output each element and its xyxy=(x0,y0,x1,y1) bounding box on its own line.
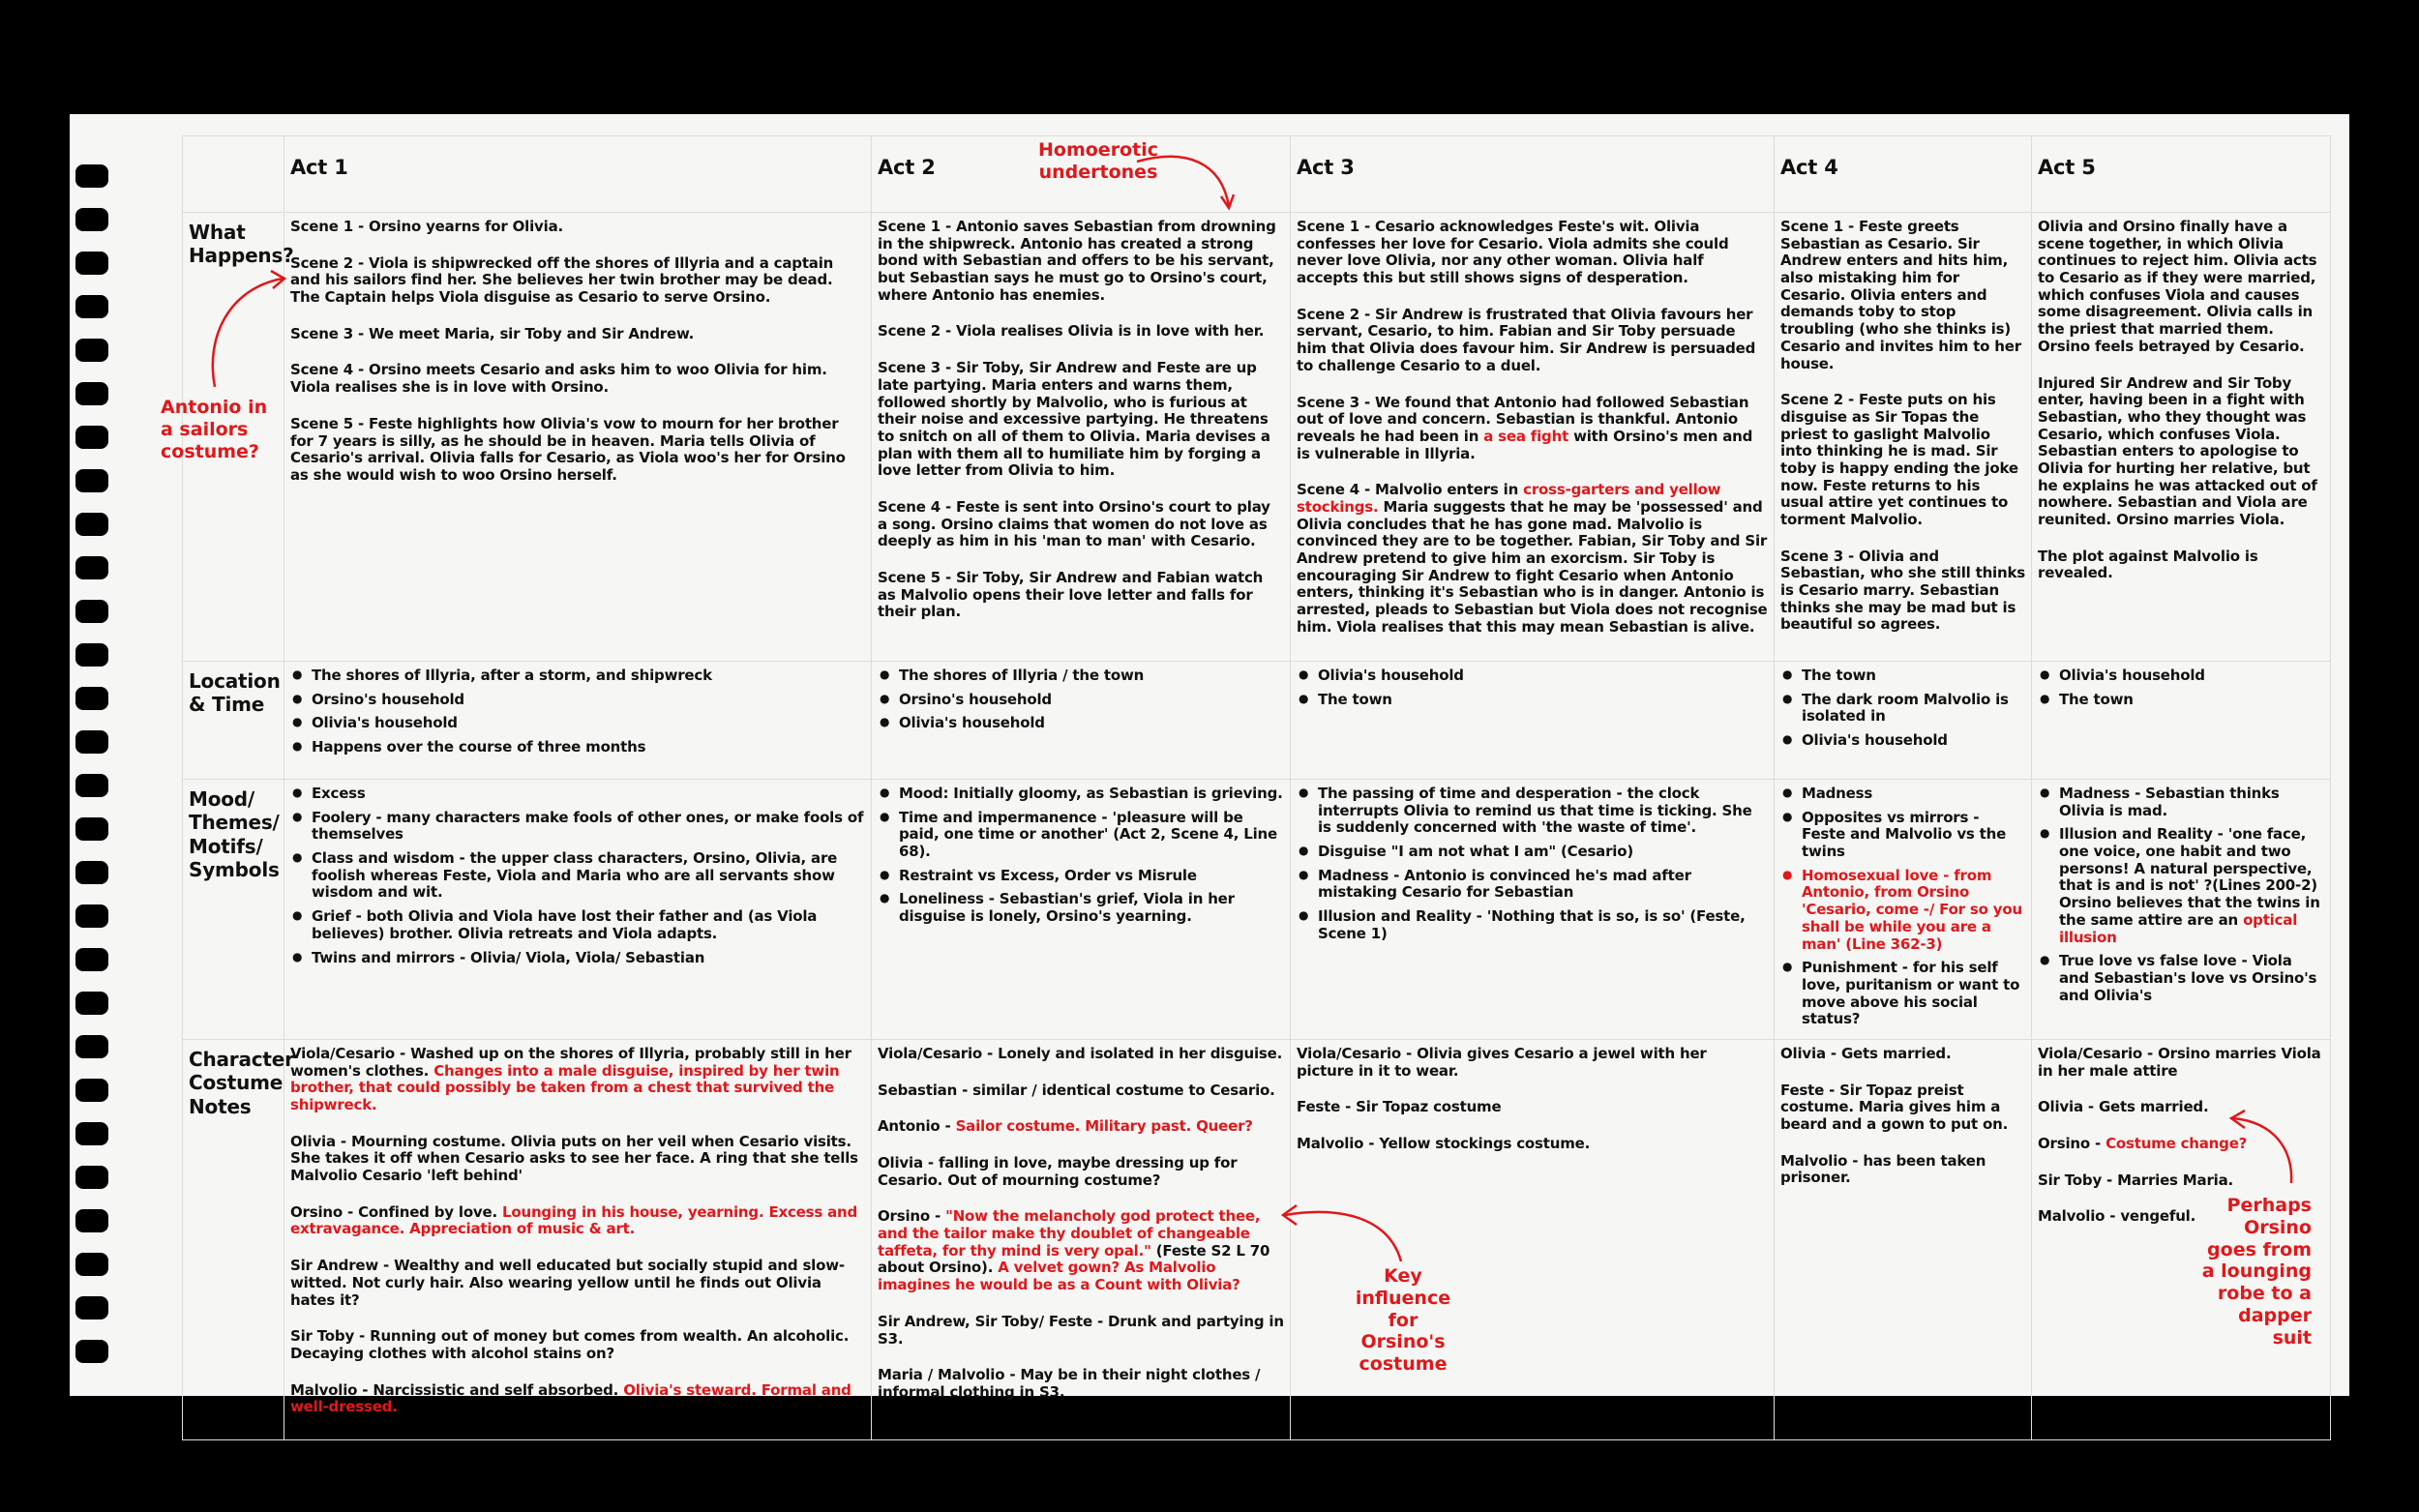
header-act-2: Act 2 xyxy=(872,136,1291,213)
character-note: Maria / Malvolio - May be in their night clothes / informal clothing in S3. xyxy=(878,1366,1261,1401)
row-label-location: Location & Time xyxy=(183,662,284,780)
binder-hole xyxy=(75,556,108,579)
scene-summary: Scene 2 - Viola is shipwrecked off the shores of Illyria and a captain and his sailors find her. She believes her twin brother may be dead. The Captain helps Viola disguise as Cesario to serve Orsino. xyxy=(290,253,834,307)
cell-location-act-5 xyxy=(2032,662,2331,780)
list-item xyxy=(2059,826,2324,946)
text-run: Orsino - xyxy=(878,1207,946,1226)
cell-character-act-2 xyxy=(872,1039,1291,1439)
header-row xyxy=(183,136,2331,213)
scene-summary: Scene 5 - Feste highlights how Olivia's vow to mourn for her brother for 7 years is silly, as he should be in heaven. Maria tells Olivia of Cesario's arrival. Olivia falls for Cesario, as Viola woo's her for Orsino as she would wish to woo Orsino herself. xyxy=(290,414,846,484)
list-item: ● The shores of Illyria / the town xyxy=(899,667,1284,685)
cell-location-act-4 xyxy=(1775,662,2032,780)
binder-hole xyxy=(75,1340,108,1363)
highlight-text: "Now the melancholy god protect thee, and the tailor make thy doublet of changeable taffeta, for thy mind is very opal." xyxy=(878,1207,1261,1260)
bullet-list xyxy=(1780,667,2025,750)
cell-location-act-3 xyxy=(1291,662,1775,780)
list-item: ● True love vs false love - Viola and Sebastian's love vs Orsino's and Olivia's xyxy=(2059,953,2324,1004)
list-item: ● The dark room Malvolio is isolated in xyxy=(1802,692,2025,726)
header-act-5: Act 5 xyxy=(2032,136,2331,213)
text-run: with Orsino's men and is vulnerable in Illyria. xyxy=(1297,427,1753,462)
row-character-costume xyxy=(183,1039,2331,1439)
text-run: Maria suggests that he may be 'possessed' and Olivia concludes that he has gone mad. Malvolio is convinced they are to be together. Fabian, Sir Toby and Sir Andrew pretend to give him an exorcism. Sir Toby is encouraging Sir Andrew to fight Cesario when Antonio enters, thinking it's Sebastian who is in danger. Antonio is arrested, pleads to Sebastian but Viola does not recognise him. Viola realises that this may mean Sebastian is alive. xyxy=(1297,497,1768,636)
binder-hole xyxy=(75,904,108,928)
highlight-text: a sea fight xyxy=(1483,427,1569,445)
binder-hole xyxy=(75,426,108,449)
text-run: Malvolio - Narcissistic and self absorbed. xyxy=(290,1380,624,1399)
cell-mood-act-3 xyxy=(1291,780,1775,1040)
character-note: Sir Toby - Marries Maria. xyxy=(2038,1171,2234,1189)
character-note: Viola/Cesario - Lonely and isolated in her disguise. xyxy=(878,1044,1283,1062)
scene-summary: The plot against Malvolio is revealed. xyxy=(2038,547,2258,582)
highlight-text: Changes into a male disguise, inspired by her twin brother, that could possibly be taken from a chest that survived the shipwreck. xyxy=(290,1061,840,1113)
character-note: Feste - Sir Topaz costume xyxy=(1297,1098,1502,1116)
binder-hole xyxy=(75,1079,108,1102)
list-item-highlight: ● Homosexual love - from Antonio, from Orsino 'Cesario, come -/ For so you shall be while you are a man' (Line 362-3) xyxy=(1802,868,2025,953)
binder-hole xyxy=(75,992,108,1015)
binder-hole xyxy=(75,1209,108,1232)
highlight-text: Lounging in his house, yearning. Excess and extravagance. Appreciation of music & art. xyxy=(290,1202,858,1238)
scene-summary: Scene 2 - Feste puts on his disguise as Sir Topas the priest to gaslight Malvolio into thinking he is mad. Sir toby is happy ending the joke now. Feste returns to his usual attire yet continues to torment Malvolio. xyxy=(1780,391,2018,528)
character-note xyxy=(878,1208,1284,1293)
character-note: Viola/Cesario - Olivia gives Cesario a jewel with her picture in it to wear. xyxy=(1297,1044,1707,1080)
cell-character-act-1 xyxy=(284,1039,872,1439)
bullet-list xyxy=(1297,667,1768,708)
list-item: ● Orsino's household xyxy=(899,692,1284,709)
list-item: ● Madness - Sebastian thinks Olivia is mad. xyxy=(2059,786,2324,819)
text-run: Viola/Cesario - Washed up on the shores of Illyria, probably still in her women's clothes. xyxy=(290,1044,851,1080)
annotation-key-influence: Key influence for Orsino's costume xyxy=(1355,1265,1451,1376)
character-note: Malvolio - Yellow stockings costume. xyxy=(1297,1135,1591,1152)
annotation-arrow-icon xyxy=(205,269,292,395)
binder-hole xyxy=(75,730,108,754)
bullet-list xyxy=(1780,786,2025,1028)
character-note: Feste - Sir Topaz preist costume. Maria gives him a beard and a gown to put on. xyxy=(1780,1081,2009,1133)
binder-hole xyxy=(75,1253,108,1276)
bullet-list xyxy=(290,667,865,756)
list-item: ● Madness - Antonio is convinced he's mad after mistaking Cesario for Sebastian xyxy=(1318,868,1768,902)
list-item: ● The town xyxy=(1318,692,1768,709)
list-item: ● Olivia's household xyxy=(899,715,1284,732)
highlight-text: optical illusion xyxy=(2059,910,2298,946)
list-item: ● Grief - both Olivia and Viola have lost their father and (as Viola believes) brother. Olivia retreats and Viola adapts. xyxy=(312,908,865,942)
scene-summary: Scene 4 - Feste is sent into Orsino's court to play a song. Orsino claims that women do not love as deeply as him in his 'man to man' with Cesario. xyxy=(878,497,1270,550)
character-note: Viola/Cesario - Orsino marries Viola in her male attire xyxy=(2038,1044,2321,1080)
list-item: ● Restraint vs Excess, Order vs Misrule xyxy=(899,868,1284,885)
character-note: Malvolio - has been taken prisoner. xyxy=(1780,1151,1986,1187)
list-item: ● Punishment - for his self love, puritanism or want to move above his social status? xyxy=(1802,960,2025,1028)
character-note: Malvolio - vengeful. xyxy=(2038,1207,2196,1226)
scene-summary: Scene 4 - Orsino meets Cesario and asks him to woo Olivia for him. Viola realises she is in love with Orsino. xyxy=(290,361,827,397)
scene-summary: Injured Sir Andrew and Sir Toby enter, having been in a fight with Sebastian, who they thought was Cesario, which confuses Viola. Sebastian enters to apologise to Olivia for hurting her relative, but he explains he was attacked out of nowhere. Sebastian and Viola are reunited. Orsino marries Viola. xyxy=(2038,373,2317,528)
row-location xyxy=(183,662,2331,780)
character-note: Sir Andrew, Sir Toby/ Feste - Drunk and partying in S3. xyxy=(878,1312,1284,1348)
list-item: ● The shores of Illyria, after a storm, and shipwreck xyxy=(312,667,865,685)
list-item: ● Loneliness - Sebastian's grief, Viola in her disguise is lonely, Orsino's yearning. xyxy=(899,891,1284,925)
character-note: Olivia - falling in love, maybe dressing up for Cesario. Out of mourning costume? xyxy=(878,1154,1238,1189)
text-run: Antonio - xyxy=(878,1117,956,1136)
cell-location-act-2 xyxy=(872,662,1291,780)
scene-summary: Scene 3 - We meet Maria, sir Toby and Sir Andrew. xyxy=(290,324,695,342)
row-label-what-happens: What Happens? xyxy=(183,213,284,662)
text-run: Orsino - Confined by love. xyxy=(290,1202,502,1221)
cell-mood-act-2 xyxy=(872,780,1291,1040)
binder-hole xyxy=(75,643,108,667)
list-item: ● Olivia's household xyxy=(2059,667,2324,685)
binder-hole xyxy=(75,1296,108,1319)
list-item: ● Happens over the course of three months xyxy=(312,739,865,756)
character-note: Sir Andrew - Wealthy and well educated but socially stupid and slow-witted. Not curly hair. Also wearing yellow until he finds out Olivia hates it? xyxy=(290,1257,845,1309)
text-run: Scene 3 - We found that Antonio had followed Sebastian out of love and concern. Sebastian is thankful. Antonio reveals he had been in xyxy=(1297,393,1749,445)
cell-mood-act-1 xyxy=(284,780,872,1040)
header-act-1: Act 1 xyxy=(284,136,872,213)
binder-hole xyxy=(75,469,108,492)
character-note: Olivia - Gets married. xyxy=(2038,1098,2209,1116)
cell-mood-act-4 xyxy=(1775,780,2032,1040)
row-what-happens xyxy=(183,213,2331,662)
play-analysis-table xyxy=(182,135,2331,1440)
bullet-list xyxy=(878,667,1284,732)
scene-summary xyxy=(1297,395,1768,463)
character-note: Sir Toby - Running out of money but comes from wealth. An alcoholic. Decaying clothes with alcohol stains on? xyxy=(290,1327,850,1362)
highlight-text: Sailor costume. Military past. Queer? xyxy=(955,1117,1253,1136)
bullet-list xyxy=(290,786,865,966)
list-item: ● The passing of time and desperation - the clock interrupts Olivia to remind us that time is ticking. She is suddenly concerned with 'the waste of time'. xyxy=(1318,786,1768,837)
cell-what-act-5 xyxy=(2032,213,2331,662)
cell-location-act-1 xyxy=(284,662,872,780)
character-note xyxy=(878,1118,1284,1136)
binder-hole xyxy=(75,1122,108,1145)
annotation-arrow-icon xyxy=(1132,150,1239,218)
highlight-text: cross-garters and yellow stockings. xyxy=(1297,481,1721,516)
list-item: ● Illusion and Reality - 'Nothing that is so, is so' (Feste, Scene 1) xyxy=(1318,908,1768,942)
bullet-list xyxy=(878,786,1284,926)
scene-summary: Scene 1 - Feste greets Sebastian as Cesario. Sir Andrew enters and hits him, also mistaking him for Cesario. Olivia enters and demands toby to stop troubling (who she thinks is) Cesario and invites him to her house. xyxy=(1780,218,2021,372)
list-item: ● Olivia's household xyxy=(1802,732,2025,750)
scene-summary: Scene 1 - Antonio saves Sebastian from drowning in the shipwreck. Antonio has created a strong bond with Sebastian and offers to be his servant, but Sebastian says he must go to Orsino's court, where Antonio has enemies. xyxy=(878,218,1276,304)
binder-hole xyxy=(75,513,108,536)
cell-what-act-1 xyxy=(284,213,872,662)
text-run: Orsino - xyxy=(2038,1135,2106,1152)
character-note xyxy=(290,1046,865,1114)
character-note: Olivia - Mourning costume. Olivia puts on her veil when Cesario visits. She takes it off when Cesario asks to see her face. A ring that she tells Malvolio Cesario 'left behind' xyxy=(290,1132,858,1185)
binder-hole xyxy=(75,382,108,405)
row-label-character: Character Costume Notes xyxy=(183,1039,284,1439)
scene-summary: Scene 3 - Olivia and Sebastian, who she still thinks is Cesario marry. Sebastian thinks she may be mad but is beautiful so agrees. xyxy=(1780,547,2025,634)
scene-summary xyxy=(1297,482,1768,636)
binder-hole xyxy=(75,339,108,362)
bullet-list xyxy=(1297,786,1768,943)
character-note xyxy=(290,1382,865,1416)
bullet-list xyxy=(2038,667,2324,708)
highlight-text: Olivia's steward. Formal and well-dressed. xyxy=(290,1380,851,1416)
cell-what-act-3 xyxy=(1291,213,1775,662)
binder-hole xyxy=(75,687,108,710)
binder-hole xyxy=(75,208,108,231)
text-run: Scene 4 - Malvolio enters in xyxy=(1297,481,1524,499)
cell-mood-act-5 xyxy=(2032,780,2331,1040)
row-mood-themes xyxy=(183,780,2331,1040)
list-item: ● Excess xyxy=(312,786,865,803)
scene-summary: Scene 3 - Sir Toby, Sir Andrew and Feste are up late partying. Maria enters and warns them, followed shortly by Malvolio, who is furious at their noise and excessive partying. He threatens to snitch on all of them to Olivia. Maria devises a plan with them all to humiliate him by forging a love letter from Olivia to him. xyxy=(878,359,1270,480)
highlight-text: A velvet gown? As Malvolio imagines he would be as a Count with Olivia? xyxy=(878,1259,1240,1294)
highlight-text: Costume change? xyxy=(2105,1135,2248,1152)
list-item: ● Mood: Initially gloomy, as Sebastian is grieving. xyxy=(899,786,1284,803)
text-run: Illusion and Reality - 'one face, one voice, one habit and two persons! A natural perspective, that is and is not' ?(Lines 200-2) Orsino believes that the twins in the same attire are an xyxy=(2059,825,2320,929)
list-item: ● The town xyxy=(2059,692,2324,709)
list-item: ● The town xyxy=(1802,667,2025,685)
binder-hole xyxy=(75,252,108,275)
list-item: ● Class and wisdom - the upper class characters, Orsino, Olivia, are foolish whereas Feste, Viola and Maria who are all servants show wisdom and wit. xyxy=(312,850,865,902)
binder-hole xyxy=(75,948,108,971)
binder-hole xyxy=(75,1035,108,1058)
binder-hole xyxy=(75,164,108,188)
scene-summary: Olivia and Orsino finally have a scene together, in which Olivia continues to reject him. Olivia acts to Cesario as if they were married, which confuses Viola and causes some disagreement. Olivia calls in the priest that married them. Orsino feels betrayed by Cesario. xyxy=(2038,218,2317,355)
list-item: ● Opposites vs mirrors - Feste and Malvolio vs the twins xyxy=(1802,810,2025,861)
list-item: ● Disguise "I am not what I am" (Cesario) xyxy=(1318,844,1768,861)
annotation-perhaps-orsino: Perhaps Orsino goes from a lounging robe to a dapper suit xyxy=(2201,1195,2312,1349)
annotation-antonio: Antonio in a sailors costume? xyxy=(161,397,268,462)
list-item: ● Olivia's household xyxy=(1318,667,1768,685)
scene-summary: Scene 1 - Orsino yearns for Olivia. xyxy=(290,218,563,235)
binder-hole xyxy=(75,817,108,841)
binder-hole xyxy=(75,1166,108,1189)
text-run: (Feste S2 L 70 about Orsino). xyxy=(878,1241,1270,1277)
cell-what-act-4 xyxy=(1775,213,2032,662)
binder-hole xyxy=(75,600,108,623)
cell-character-act-4 xyxy=(1775,1039,2032,1439)
list-item: ● Twins and mirrors - Olivia/ Viola, Viola/ Sebastian xyxy=(312,950,865,967)
binder-hole xyxy=(75,774,108,797)
list-item: ● Foolery - many characters make fools of other ones, or make fools of themselves xyxy=(312,810,865,844)
list-item: ● Olivia's household xyxy=(312,715,865,732)
character-note xyxy=(290,1204,865,1238)
scene-summary: Scene 2 - Sir Andrew is frustrated that Olivia favours her servant, Cesario, to him. Fabian and Sir Toby persuade him that Olivia does favour him. Sir Andrew is persuaded to challenge Cesario to a duel. xyxy=(1297,305,1756,374)
row-label-mood: Mood/ Themes/ Motifs/ Symbols xyxy=(183,780,284,1040)
header-act-4: Act 4 xyxy=(1775,136,2032,213)
list-item: ● Madness xyxy=(1802,786,2025,803)
binder-hole xyxy=(75,861,108,884)
header-act-3: Act 3 xyxy=(1291,136,1775,213)
bullet-list xyxy=(2038,786,2324,1004)
character-note: Sebastian - similar / identical costume to Cesario. xyxy=(878,1081,1275,1099)
annotation-homoerotic: Homoerotic undertones xyxy=(1038,139,1158,183)
corner-cell xyxy=(183,136,284,213)
annotation-arrow-icon xyxy=(1275,1201,1411,1269)
cell-what-act-2 xyxy=(872,213,1291,662)
binder-hole xyxy=(75,295,108,318)
annotation-arrow-icon xyxy=(2225,1111,2303,1188)
character-note: Olivia - Gets married. xyxy=(1780,1044,1952,1062)
paper-sheet xyxy=(70,114,2349,1416)
list-item: ● Time and impermanence - 'pleasure will be paid, one time or another' (Act 2, Scene 4, Line 68). xyxy=(899,810,1284,861)
list-item: ● Orsino's household xyxy=(312,692,865,709)
scene-summary: Scene 1 - Cesario acknowledges Feste's wit. Olivia confesses her love for Cesario. Viola admits she could never love Olivia, nor any other woman. Olivia half accepts this but still shows signs of desperation. xyxy=(1297,218,1729,287)
scene-summary: Scene 5 - Sir Toby, Sir Andrew and Fabian watch as Malvolio opens their love letter and falls for their plan. xyxy=(878,569,1264,621)
scene-summary: Scene 2 - Viola realises Olivia is in love with her. xyxy=(878,322,1265,341)
